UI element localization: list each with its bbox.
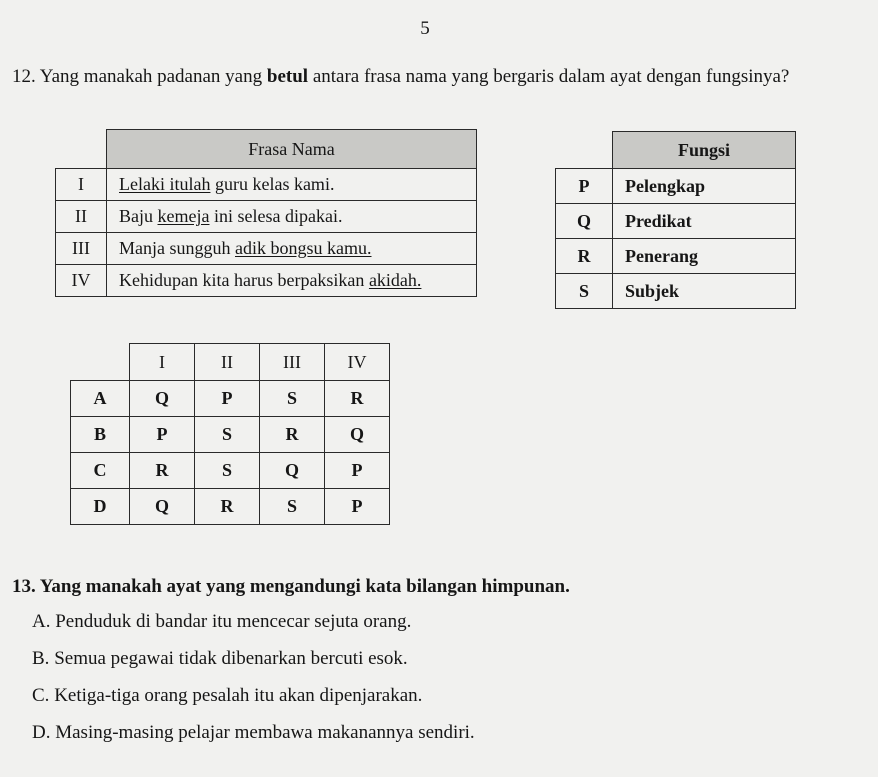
underlined-phrase: akidah. — [368, 270, 422, 290]
function-name: Pelengkap — [613, 169, 796, 204]
answer-row — [71, 381, 390, 417]
fungsi-table — [555, 131, 796, 309]
table-row — [556, 274, 796, 309]
option-a: A. Penduduk di bandar itu mencecar sejuta orang. — [32, 611, 412, 632]
sentence-cell: Manja sungguh adik bongsu kamu. — [107, 233, 477, 265]
answer-cell: R — [325, 381, 390, 417]
sentence-cell: Kehidupan kita harus berpaksikan akidah. — [107, 265, 477, 297]
column-header: IV — [325, 344, 390, 381]
table-row — [56, 201, 477, 233]
sentence-cell: Lelaki itulah guru kelas kami. — [107, 169, 477, 201]
option-c: C. Ketiga-tiga orang pesalah itu akan dipenjarakan. — [32, 685, 423, 706]
roman-numeral: II — [56, 201, 107, 233]
table-row — [556, 239, 796, 274]
question-12 — [12, 66, 789, 88]
frasa-corner-cell — [56, 130, 107, 169]
frasa-nama-table — [55, 129, 477, 297]
answer-cell: S — [260, 489, 325, 525]
answer-row — [71, 417, 390, 453]
table-row — [556, 204, 796, 239]
answer-cell: R — [130, 453, 195, 489]
function-name: Penerang — [613, 239, 796, 274]
underlined-phrase: kemeja — [157, 206, 210, 226]
answer-corner-cell — [71, 344, 130, 381]
fungsi-header: Fungsi — [613, 132, 796, 169]
answer-row — [71, 489, 390, 525]
option-letter: A — [71, 381, 130, 417]
column-header: I — [130, 344, 195, 381]
question-12-text-before: Yang manakah padanan yang — [39, 66, 267, 87]
column-header: III — [260, 344, 325, 381]
answer-cell: P — [195, 381, 260, 417]
column-header: II — [195, 344, 260, 381]
answer-cell: S — [195, 417, 260, 453]
question-12-number: 12. — [12, 66, 36, 87]
question-13: 13. Yang manakah ayat yang mengandungi kata bilangan himpunan. — [12, 576, 570, 597]
answer-cell: P — [325, 453, 390, 489]
sentence-cell: Baju kemeja ini selesa dipakai. — [107, 201, 477, 233]
function-name: Predikat — [613, 204, 796, 239]
answer-cell: P — [130, 417, 195, 453]
option-letter: C — [71, 453, 130, 489]
function-code: P — [556, 169, 613, 204]
table-row — [56, 233, 477, 265]
answer-cell: R — [260, 417, 325, 453]
answer-row — [71, 453, 390, 489]
answer-cell: P — [325, 489, 390, 525]
answer-cell: Q — [130, 489, 195, 525]
answer-cell: Q — [260, 453, 325, 489]
option-letter: B — [71, 417, 130, 453]
answer-options-table — [70, 343, 390, 525]
table-row — [556, 169, 796, 204]
answer-cell: R — [195, 489, 260, 525]
question-12-bold-word: betul — [266, 66, 309, 87]
fungsi-corner-cell — [556, 132, 613, 169]
function-code: S — [556, 274, 613, 309]
function-code: Q — [556, 204, 613, 239]
frasa-nama-header: Frasa Nama — [107, 130, 477, 169]
option-letter: D — [71, 489, 130, 525]
answer-cell: S — [195, 453, 260, 489]
underlined-phrase: Lelaki itulah — [119, 174, 211, 194]
underlined-phrase: adik bongsu kamu. — [235, 238, 372, 258]
table-row — [56, 265, 477, 297]
answer-cell: Q — [325, 417, 390, 453]
question-12-text-after: antara frasa nama yang bergaris dalam ayat dengan fungsinya? — [308, 66, 790, 87]
table-row — [56, 169, 477, 201]
roman-numeral: I — [56, 169, 107, 201]
roman-numeral: III — [56, 233, 107, 265]
function-name: Subjek — [613, 274, 796, 309]
page-number: 5 — [420, 18, 430, 39]
option-b: B. Semua pegawai tidak dibenarkan bercuti esok. — [32, 648, 408, 669]
roman-numeral: IV — [56, 265, 107, 297]
function-code: R — [556, 239, 613, 274]
answer-cell: S — [260, 381, 325, 417]
answer-cell: Q — [130, 381, 195, 417]
option-d: D. Masing-masing pelajar membawa makanannya sendiri. — [32, 722, 475, 743]
